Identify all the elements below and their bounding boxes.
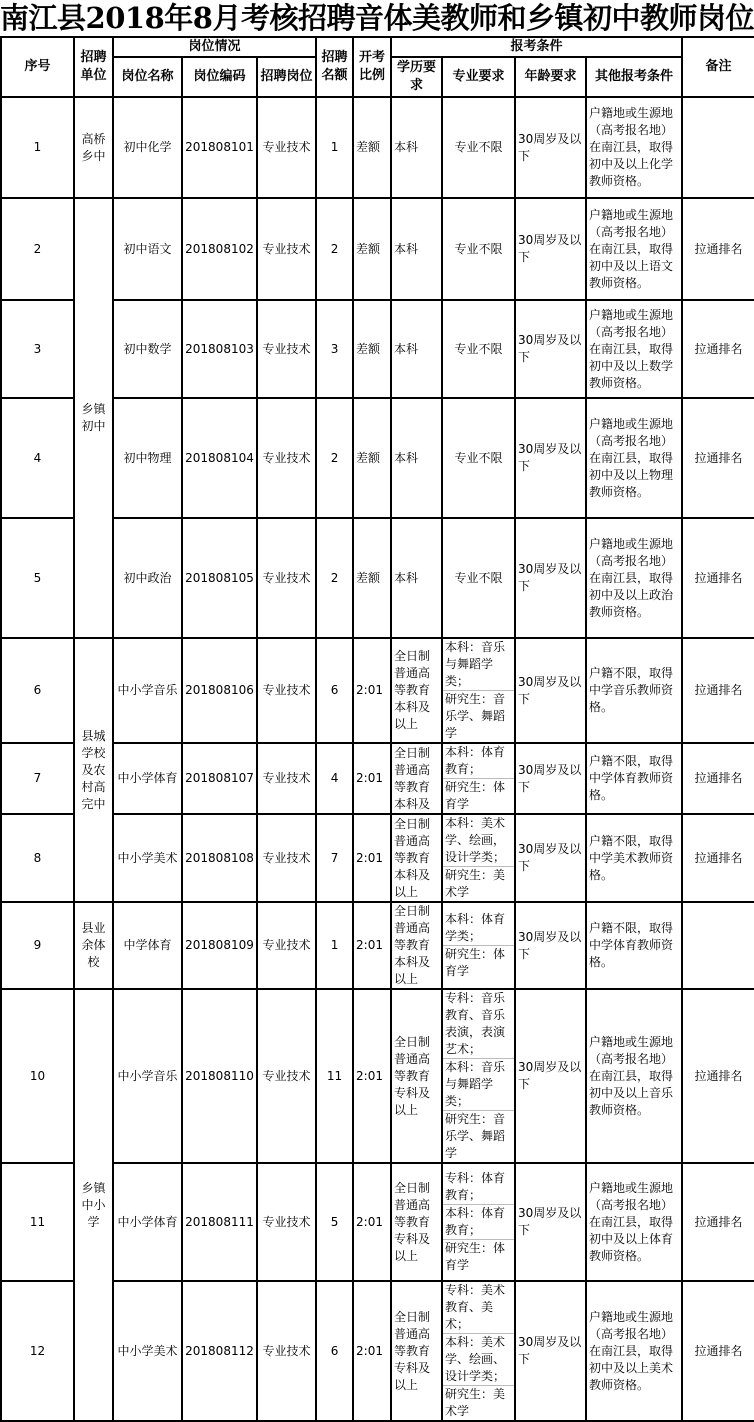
cell-edu: 本科 [391, 398, 442, 518]
cell-edu: 全日制普通高等教育本科及以上 [391, 814, 442, 902]
cell-age: 30周岁及以下 [515, 989, 586, 1163]
cell-age: 30周岁及以下 [515, 518, 586, 638]
cell-code: 201808106 [182, 638, 257, 743]
major-line: 研究生：体育学 [443, 778, 514, 813]
cell-name: 初中化学 [113, 97, 182, 198]
header-edu: 学历要求 [391, 57, 442, 97]
major-line: 专业不限 [454, 341, 503, 356]
major-line: 本科：音乐与舞蹈学类； [445, 640, 506, 688]
cell-age: 30周岁及以下 [515, 1281, 586, 1421]
header-other: 其他报考条件 [586, 57, 682, 97]
major-line: 专科：音乐教育、音乐表演，表演艺术； [445, 991, 506, 1056]
major-line: 专业不限 [454, 241, 503, 256]
cell-quota: 2 [316, 398, 353, 518]
cell-code: 201808109 [182, 902, 257, 989]
cell-ratio: 差额 [353, 300, 391, 398]
cell-edu: 本科 [391, 300, 442, 398]
page-title: 南江县2018年8月考核招聘音体美教师和乡镇初中教师岗位 [0, 1, 754, 35]
cell-quota: 2 [316, 518, 353, 638]
cell-type: 专业技术 [257, 518, 316, 638]
cell-remark: 拉通排名 [682, 398, 754, 518]
cell-type: 专业技术 [257, 1281, 316, 1421]
cell-age: 30周岁及以下 [515, 814, 586, 902]
cell-type: 专业技术 [257, 989, 316, 1163]
cell-remark: 拉通排名 [682, 300, 754, 398]
cell-age: 30周岁及以下 [515, 97, 586, 198]
major-line: 研究生：体育学 [443, 1239, 514, 1274]
cell-other: 户籍地或生源地（高考报名地）在南江县，取得初中及以上美术教师资格。 [586, 1281, 682, 1421]
cell-type: 专业技术 [257, 1163, 316, 1281]
cell-code: 201808103 [182, 300, 257, 398]
header-conditions: 报考条件 [391, 37, 682, 57]
cell-seq: 10 [1, 989, 74, 1163]
major-line: 本科：体育教育； [443, 1204, 514, 1239]
major-line: 本科：体育教育； [445, 745, 506, 776]
cell-seq: 1 [1, 97, 74, 198]
cell-ratio: 差额 [353, 97, 391, 198]
cell-other: 户籍地或生源地（高考报名地）在南江县，取得初中及以上数学教师资格。 [586, 300, 682, 398]
cell-quota: 7 [316, 814, 353, 902]
cell-major [442, 1163, 515, 1281]
header-post-name: 岗位名称 [113, 57, 182, 97]
major-line: 专业不限 [454, 140, 503, 154]
cell-remark: 拉通排名 [682, 518, 754, 638]
cell-ratio: 2:01 [353, 814, 391, 902]
header-quota: 招聘名额 [316, 37, 353, 97]
cell-edu: 全日制普通高等教育本科及以上 [391, 902, 442, 989]
major-line: 本科：体育学类； [445, 912, 506, 943]
cell-quota: 5 [316, 1163, 353, 1281]
major-line: 专科：美术教育、美术； [445, 1283, 506, 1331]
cell-type: 专业技术 [257, 398, 316, 518]
cell-major [442, 989, 515, 1163]
cell-other: 户籍地或生源地（高考报名地）在南江县，取得初中及以上体育教师资格。 [586, 1163, 682, 1281]
recruitment-table [0, 36, 754, 1422]
cell-remark: 拉通排名 [682, 814, 754, 902]
cell-name: 中学体育 [113, 902, 182, 989]
table-row [1, 989, 754, 1163]
cell-name: 初中政治 [113, 518, 182, 638]
cell-other: 户籍地或生源地（高考报名地）在南江县，取得初中及以上语文教师资格。 [586, 198, 682, 300]
cell-age: 30周岁及以下 [515, 398, 586, 518]
cell-major [442, 902, 515, 989]
table-row [1, 814, 754, 902]
cell-ratio: 2:01 [353, 638, 391, 743]
cell-name: 初中数学 [113, 300, 182, 398]
cell-age: 30周岁及以下 [515, 198, 586, 300]
cell-quota: 6 [316, 1281, 353, 1421]
cell-quota: 3 [316, 300, 353, 398]
cell-other: 户籍地或生源地（高考报名地）在南江县，取得初中及以上化学教师资格。 [586, 97, 682, 198]
table-row [1, 97, 754, 198]
cell-other: 户籍地或生源地（高考报名地）在南江县，取得初中及以上音乐教师资格。 [586, 989, 682, 1163]
table-row [1, 638, 754, 743]
major-line: 研究生：美术学 [443, 1385, 514, 1420]
cell-code: 201808104 [182, 398, 257, 518]
cell-quota: 6 [316, 638, 353, 743]
major-line: 本科：美术学、绘画，设计学类； [445, 816, 506, 864]
major-line: 专科：体育教育； [445, 1171, 506, 1202]
cell-unit: 乡镇中小学 [74, 989, 113, 1421]
cell-major [442, 97, 515, 198]
header-remark: 备注 [682, 37, 754, 97]
cell-code: 201808108 [182, 814, 257, 902]
cell-name: 初中语文 [113, 198, 182, 300]
header-seq: 序号 [1, 37, 74, 97]
cell-edu: 本科 [391, 97, 442, 198]
cell-type: 专业技术 [257, 97, 316, 198]
major-line: 研究生：音乐学、舞蹈学 [443, 690, 514, 742]
cell-remark: 拉通排名 [682, 1281, 754, 1421]
cell-code: 201808105 [182, 518, 257, 638]
cell-major [442, 638, 515, 743]
header-post-type: 招聘岗位 [257, 57, 316, 97]
cell-code: 201808101 [182, 97, 257, 198]
cell-remark: 拉通排名 [682, 1163, 754, 1281]
header-age: 年龄要求 [515, 57, 586, 97]
table-row [1, 518, 754, 638]
cell-quota: 4 [316, 743, 353, 814]
cell-name: 中小学音乐 [113, 638, 182, 743]
table-row [1, 198, 754, 300]
major-line: 专业不限 [454, 450, 503, 465]
cell-quota: 2 [316, 198, 353, 300]
cell-ratio: 2:01 [353, 743, 391, 814]
cell-ratio: 2:01 [353, 902, 391, 989]
header-post-info: 岗位情况 [113, 37, 316, 57]
cell-remark: 拉通排名 [682, 198, 754, 300]
cell-remark: 拉通排名 [682, 638, 754, 743]
cell-code: 201808107 [182, 743, 257, 814]
table-row [1, 743, 754, 814]
cell-remark [682, 97, 754, 198]
major-line: 专业不限 [454, 570, 503, 585]
header-unit: 招聘单位 [74, 37, 113, 97]
cell-seq: 4 [1, 398, 74, 518]
cell-remark: 拉通排名 [682, 743, 754, 814]
cell-edu: 全日制普通高等教育专科及以上 [391, 989, 442, 1163]
cell-type: 专业技术 [257, 638, 316, 743]
major-line: 本科：美术学、绘画、设计学类； [443, 1333, 514, 1385]
cell-unit: 县城学校及农村高完中 [74, 638, 113, 902]
cell-ratio: 2:01 [353, 1163, 391, 1281]
cell-edu: 全日制普通高等教育本科及以上 [391, 638, 442, 743]
cell-major [442, 814, 515, 902]
cell-unit: 高桥乡中 [74, 97, 113, 198]
cell-seq: 12 [1, 1281, 74, 1421]
cell-other: 户籍地或生源地（高考报名地）在南江县，取得初中及以上物理教师资格。 [586, 398, 682, 518]
cell-name: 初中物理 [113, 398, 182, 518]
cell-other: 户籍不限，取得中学音乐教师资格。 [586, 638, 682, 743]
cell-name: 中小学体育 [113, 743, 182, 814]
major-line: 研究生：美术学 [443, 866, 514, 901]
cell-age: 30周岁及以下 [515, 300, 586, 398]
table-row [1, 398, 754, 518]
cell-code: 201808111 [182, 1163, 257, 1281]
header-major: 专业要求 [442, 57, 515, 97]
cell-ratio: 差额 [353, 518, 391, 638]
cell-seq: 3 [1, 300, 74, 398]
cell-unit: 县业余体校 [74, 902, 113, 989]
cell-name: 中小学美术 [113, 814, 182, 902]
cell-name: 中小学美术 [113, 1281, 182, 1421]
cell-ratio: 2:01 [353, 1281, 391, 1421]
cell-unit: 乡镇初中 [74, 198, 113, 638]
cell-major [442, 518, 515, 638]
cell-remark: 拉通排名 [682, 989, 754, 1163]
cell-seq: 11 [1, 1163, 74, 1281]
cell-code: 201808110 [182, 989, 257, 1163]
cell-age: 30周岁及以下 [515, 638, 586, 743]
cell-edu: 全日制普通高等教育专科及以上 [391, 1163, 442, 1281]
cell-quota: 1 [316, 902, 353, 989]
cell-edu: 本科 [391, 518, 442, 638]
header-ratio: 开考比例 [353, 37, 391, 97]
table-row [1, 1163, 754, 1281]
cell-major [442, 198, 515, 300]
cell-major [442, 398, 515, 518]
cell-other: 户籍不限，取得中学美术教师资格。 [586, 814, 682, 902]
cell-ratio: 差额 [353, 198, 391, 300]
table-row [1, 902, 754, 989]
cell-seq: 7 [1, 743, 74, 814]
cell-type: 专业技术 [257, 902, 316, 989]
cell-other: 户籍不限，取得中学体育教师资格。 [586, 743, 682, 814]
cell-seq: 2 [1, 198, 74, 300]
cell-quota: 1 [316, 97, 353, 198]
cell-type: 专业技术 [257, 743, 316, 814]
cell-type: 专业技术 [257, 300, 316, 398]
cell-ratio: 2:01 [353, 989, 391, 1163]
major-line: 本科：音乐与舞蹈学类； [443, 1058, 514, 1110]
cell-seq: 5 [1, 518, 74, 638]
cell-quota: 11 [316, 989, 353, 1163]
major-line: 研究生：体育学 [443, 945, 514, 980]
cell-name: 中小学体育 [113, 1163, 182, 1281]
cell-other: 户籍地或生源地（高考报名地）在南江县，取得初中及以上政治教师资格。 [586, 518, 682, 638]
cell-edu: 全日制普通高等教育专科及以上 [391, 1281, 442, 1421]
cell-age: 30周岁及以下 [515, 1163, 586, 1281]
cell-ratio: 差额 [353, 398, 391, 518]
cell-age: 30周岁及以下 [515, 902, 586, 989]
cell-major [442, 300, 515, 398]
cell-age: 30周岁及以下 [515, 743, 586, 814]
cell-type: 专业技术 [257, 198, 316, 300]
cell-other: 户籍不限，取得中学体育教师资格。 [586, 902, 682, 989]
major-line: 研究生：音乐学、舞蹈学 [443, 1110, 514, 1162]
cell-seq: 9 [1, 902, 74, 989]
cell-major [442, 743, 515, 814]
cell-code: 201808112 [182, 1281, 257, 1421]
cell-edu: 本科 [391, 198, 442, 300]
cell-edu: 全日制普通高等教育本科及 [391, 743, 442, 814]
header-post-code: 岗位编码 [182, 57, 257, 97]
table-row [1, 1281, 754, 1421]
cell-seq: 8 [1, 814, 74, 902]
cell-seq: 6 [1, 638, 74, 743]
cell-type: 专业技术 [257, 814, 316, 902]
cell-remark [682, 902, 754, 989]
cell-major [442, 1281, 515, 1421]
table-row [1, 300, 754, 398]
cell-name: 中小学音乐 [113, 989, 182, 1163]
cell-code: 201808102 [182, 198, 257, 300]
